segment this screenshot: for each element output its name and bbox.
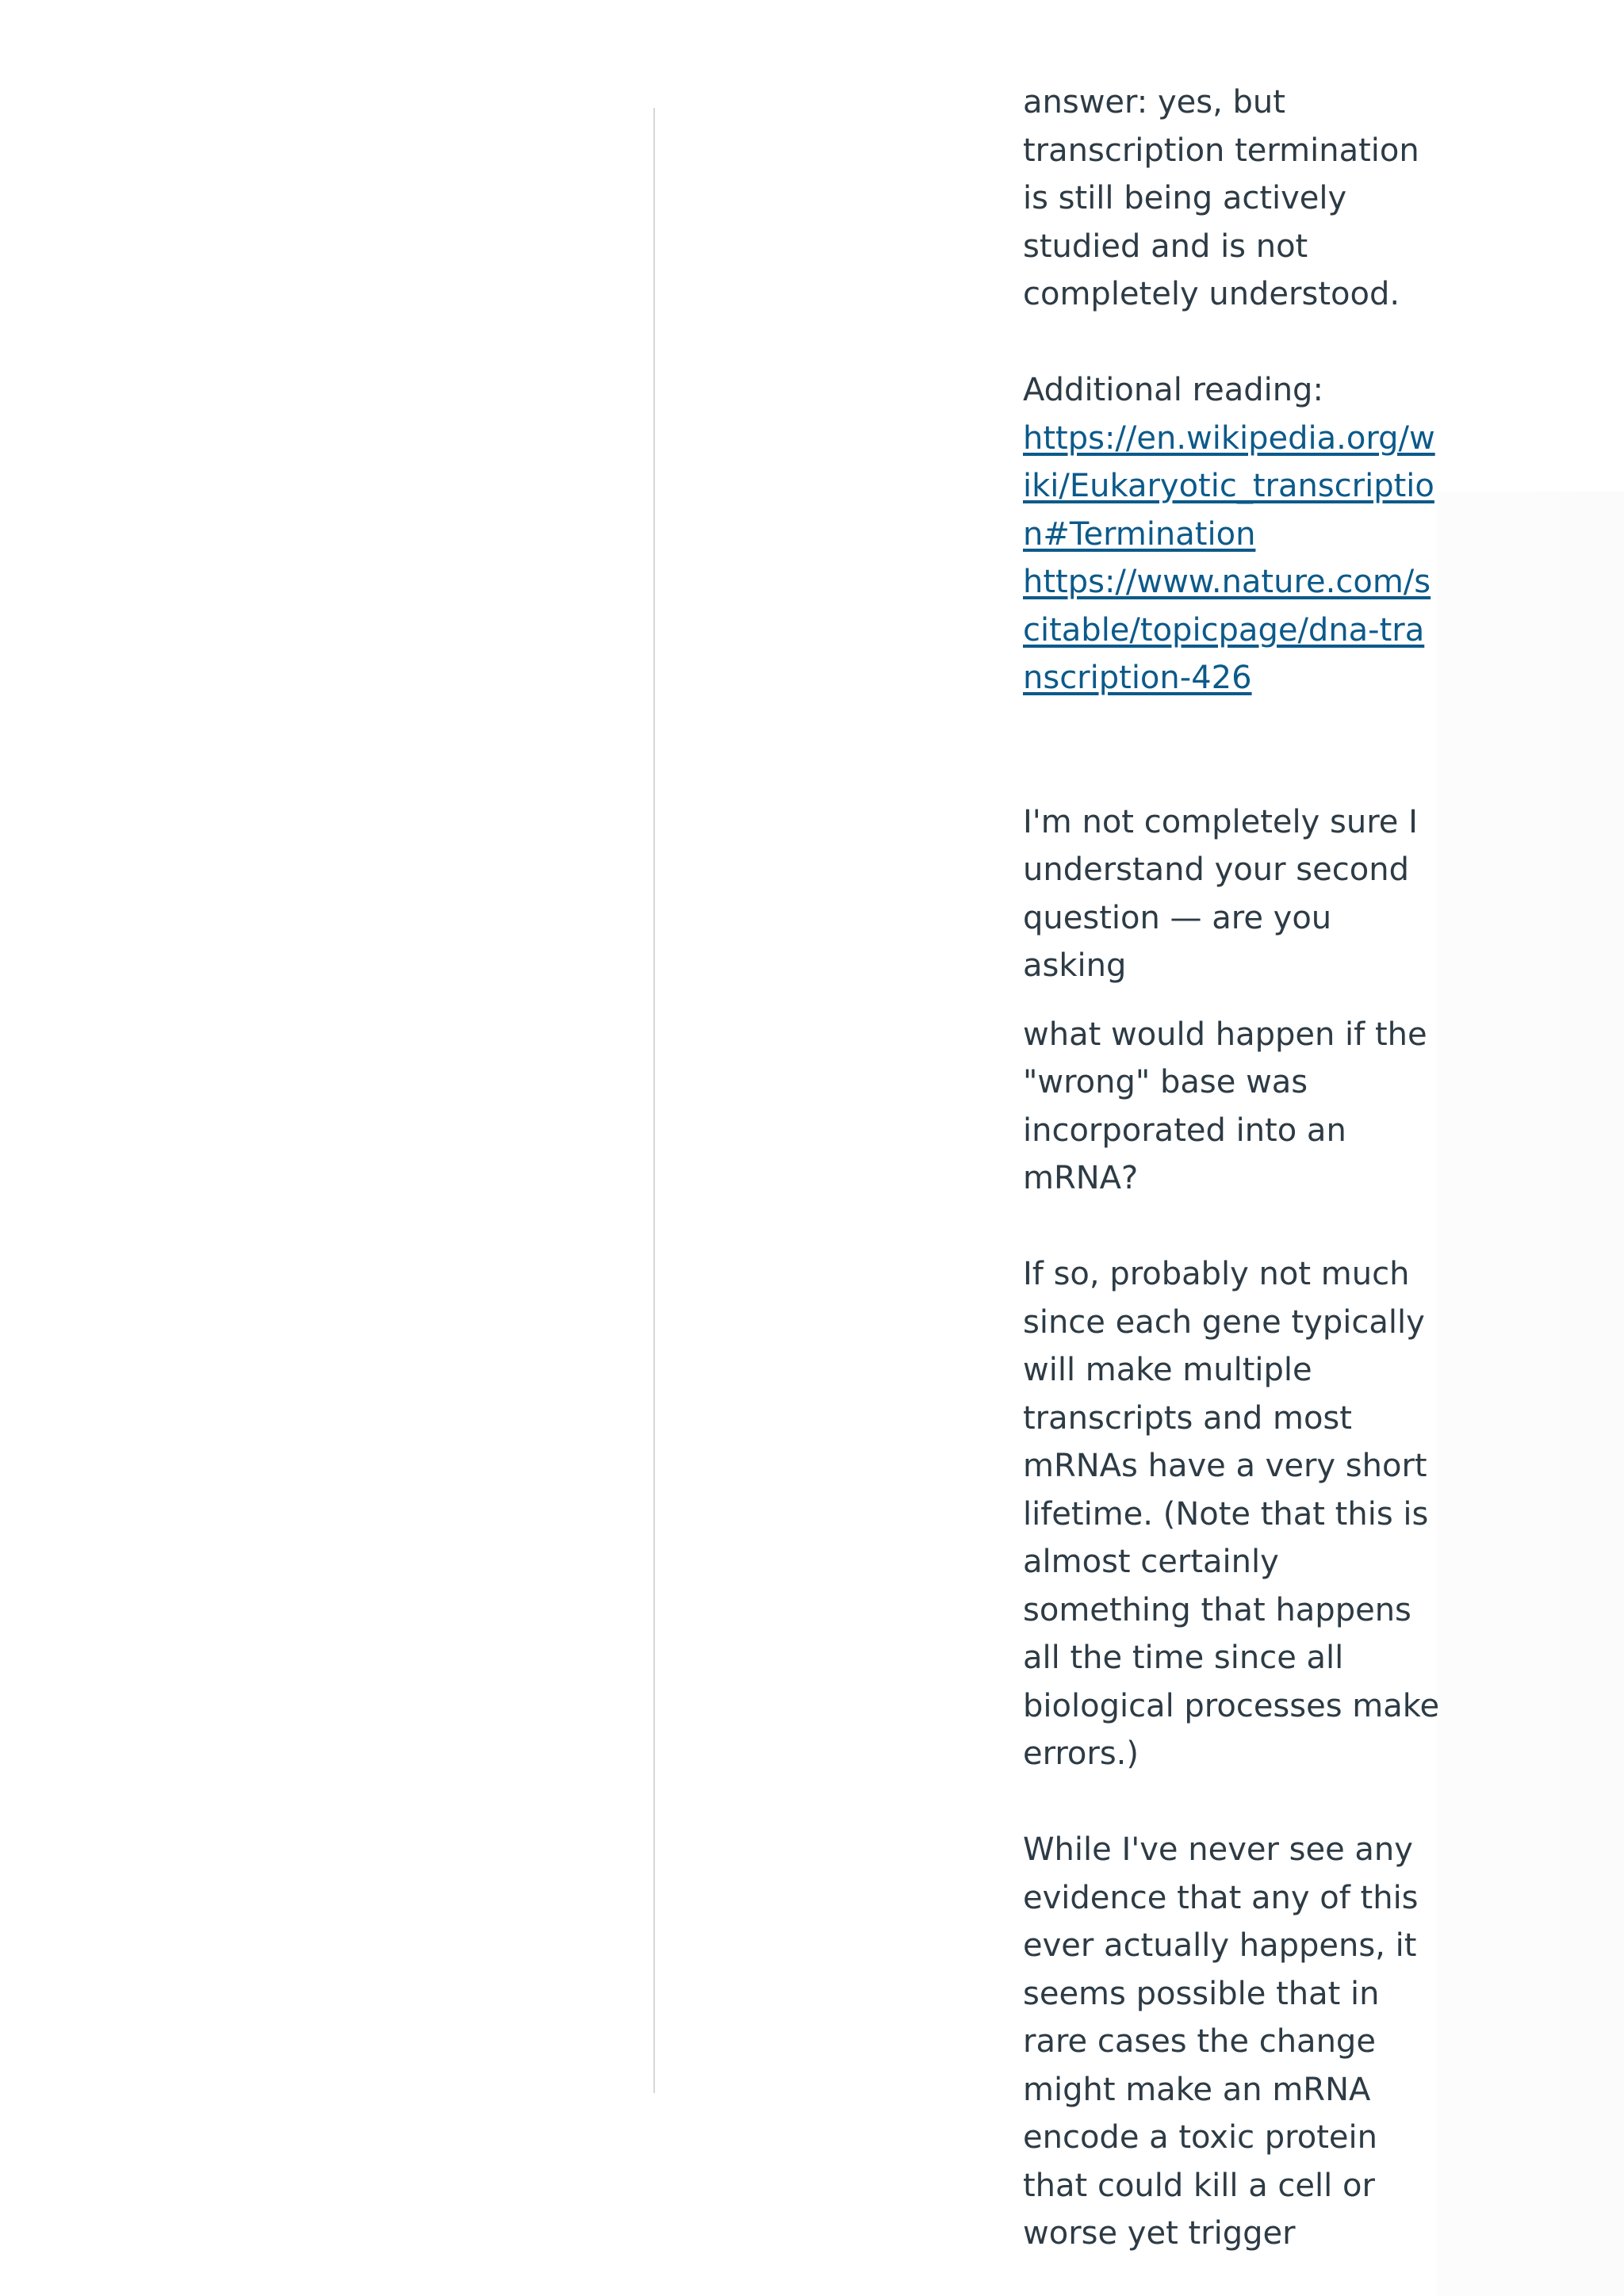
spacer (1023, 1778, 1443, 1827)
spacer (1023, 702, 1443, 798)
reply-content-viewport[interactable] (1023, 84, 1451, 2252)
spacer (1023, 990, 1443, 1011)
right-gutter-shade (1437, 492, 1624, 2296)
paragraph-question-part-2: what would happen if the "wrong" base was incorporated into an mRNA? (1023, 1016, 1427, 1196)
paragraph-termination: answer: yes, but transcription termination is still being actively studied and is not completely understood. (1023, 84, 1419, 312)
reply-body (1023, 78, 1443, 2258)
paragraph-answer: If so, probably not much since each gene typically will make multiple transcripts and most mRNAs have a very short lifetime. (Note that this is almost certainly something that happens all the time since all biological processes make errors.) (1023, 1256, 1440, 1772)
link-wikipedia-termination[interactable]: https://en.wikipedia.org/wiki/Eukaryotic_transcription#Termination (1023, 419, 1435, 553)
link-nature-transcription[interactable]: https://www.nature.com/scitable/topicpage/dna-transcription-426 (1023, 564, 1431, 696)
additional-reading-label: Additional reading: (1023, 372, 1323, 408)
left-empty-pane (0, 0, 655, 2296)
spacer (1023, 319, 1443, 367)
paragraph-question-part-1: I'm not completely sure I understand your second question — are you asking (1023, 803, 1418, 984)
spacer (1023, 1203, 1443, 1251)
paragraph-speculation: While I've never see any evidence that any of this ever actually happens, it seems possible that in rare cases the change might make an mRNA encode a toxic protein that could kill a cell or worse yet trigger (1023, 1831, 1419, 2252)
vertical-divider (653, 108, 655, 2093)
